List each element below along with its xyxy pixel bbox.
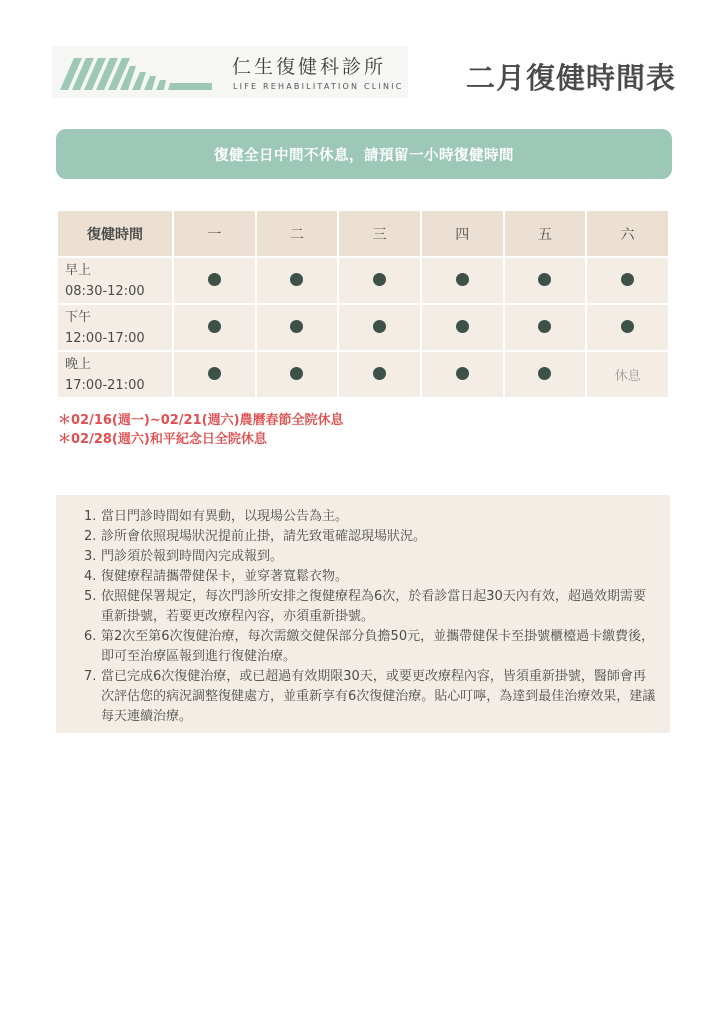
period-cell [58, 258, 172, 303]
open-dot-icon [373, 320, 386, 333]
rule-text: 依照健保署規定，每次門診所安排之復健療程為6次，於看診當日起30天內有效，超過效期需要重新掛號，若要更改療程內容，亦須重新掛號。 [101, 589, 646, 624]
rule-number: 4. [84, 569, 97, 584]
open-dot-icon [373, 367, 386, 380]
open-dot-icon [456, 320, 469, 333]
period-time: 12:00-17:00 [65, 330, 145, 346]
schedule-cell [422, 258, 503, 303]
schedule-cell [505, 305, 586, 350]
rule-item [84, 627, 656, 667]
open-dot-icon [208, 320, 221, 333]
day-header: 一 [174, 211, 255, 256]
open-dot-icon [621, 320, 634, 333]
rule-number: 1. [84, 509, 97, 524]
header [52, 46, 676, 102]
schedule-cell [505, 352, 586, 397]
rule-item [84, 527, 656, 547]
rule-text: 第2次至第6次復健治療，每次需繳交健保部分負擔50元，並攜帶健保卡至掛號櫃檯過卡繳費後，即可至治療區報到進行復健治療。 [101, 629, 655, 664]
rule-item [84, 507, 656, 527]
holiday-note: ＊02/28(週六)和平紀念日全院休息 [58, 432, 267, 447]
day-header: 三 [339, 211, 420, 256]
notice-banner [56, 129, 672, 179]
rule-text: 當已完成6次復健治療，或已超過有效期限30天，或要更改療程內容，皆須重新掛號，醫師會再次評估您的病況調整復健處方，並重新享有6次復健治療。貼心叮嚀，為達到最佳治療效果，建議每天連續治療。 [101, 669, 656, 724]
striped-slope-logo-icon [60, 56, 212, 92]
rule-number: 6. [84, 629, 97, 644]
clinic-logo [52, 46, 408, 98]
clinic-name-en: LIFE REHABILITATION CLINIC [233, 82, 404, 91]
schedule-cell [587, 258, 668, 303]
period-cell [58, 305, 172, 350]
rule-text: 當日門診時間如有異動，以現場公告為主。 [101, 509, 349, 524]
schedule-cell [422, 352, 503, 397]
period-label: 下午 [65, 309, 92, 325]
rules-list [84, 507, 656, 727]
notice-banner-text: 復健全日中間不休息，請預留一小時復健時間 [214, 147, 514, 164]
open-dot-icon [290, 320, 303, 333]
open-dot-icon [538, 320, 551, 333]
schedule-cell [422, 305, 503, 350]
period-cell [58, 352, 172, 397]
schedule-cell [587, 305, 668, 350]
open-dot-icon [538, 273, 551, 286]
rule-number: 5. [84, 589, 97, 604]
rule-text: 門診須於報到時間內完成報到。 [101, 549, 284, 564]
schedule-cell [505, 258, 586, 303]
open-dot-icon [208, 273, 221, 286]
day-header: 六 [587, 211, 668, 256]
schedule-table [56, 209, 670, 399]
open-dot-icon [373, 273, 386, 286]
rule-item [84, 667, 656, 727]
holiday-note: ＊02/16(週一)~02/21(週六)農曆春節全院休息 [58, 413, 344, 428]
schedule-cell [257, 352, 338, 397]
schedule-row [58, 258, 668, 303]
page-title: 二月復健時間表 [465, 61, 676, 95]
open-dot-icon [208, 367, 221, 380]
schedule-cell [257, 305, 338, 350]
clinic-name: 仁生復健科診所 [232, 56, 387, 78]
rule-text: 診所會依照現場狀況提前止掛，請先致電確認現場狀況。 [101, 529, 427, 544]
schedule-cell [257, 258, 338, 303]
schedule-row [58, 352, 668, 397]
day-header: 五 [505, 211, 586, 256]
rule-item [84, 547, 656, 567]
rule-item [84, 587, 656, 627]
rule-number: 7. [84, 669, 97, 684]
schedule-cell [174, 352, 255, 397]
period-time: 08:30-12:00 [65, 283, 145, 299]
period-label: 早上 [65, 262, 92, 278]
closed-label: 休息 [614, 369, 641, 384]
rules-box [56, 495, 670, 733]
day-header: 二 [257, 211, 338, 256]
open-dot-icon [621, 273, 634, 286]
open-dot-icon [456, 273, 469, 286]
holiday-notes [58, 411, 344, 449]
schedule-cell [174, 258, 255, 303]
schedule-header-label: 復健時間 [58, 211, 172, 256]
schedule-cell [174, 305, 255, 350]
period-label: 晚上 [65, 356, 92, 372]
open-dot-icon [456, 367, 469, 380]
rule-item [84, 567, 656, 587]
rule-text: 復健療程請攜帶健保卡，並穿著寬鬆衣物。 [101, 569, 349, 584]
schedule-cell [587, 352, 668, 397]
rule-number: 2. [84, 529, 97, 544]
open-dot-icon [290, 367, 303, 380]
day-header: 四 [422, 211, 503, 256]
rule-number: 3. [84, 549, 97, 564]
schedule-cell [339, 305, 420, 350]
schedule-header-row [58, 211, 668, 256]
schedule-cell [339, 258, 420, 303]
open-dot-icon [538, 367, 551, 380]
period-time: 17:00-21:00 [65, 377, 145, 393]
schedule-cell [339, 352, 420, 397]
schedule-row [58, 305, 668, 350]
open-dot-icon [290, 273, 303, 286]
